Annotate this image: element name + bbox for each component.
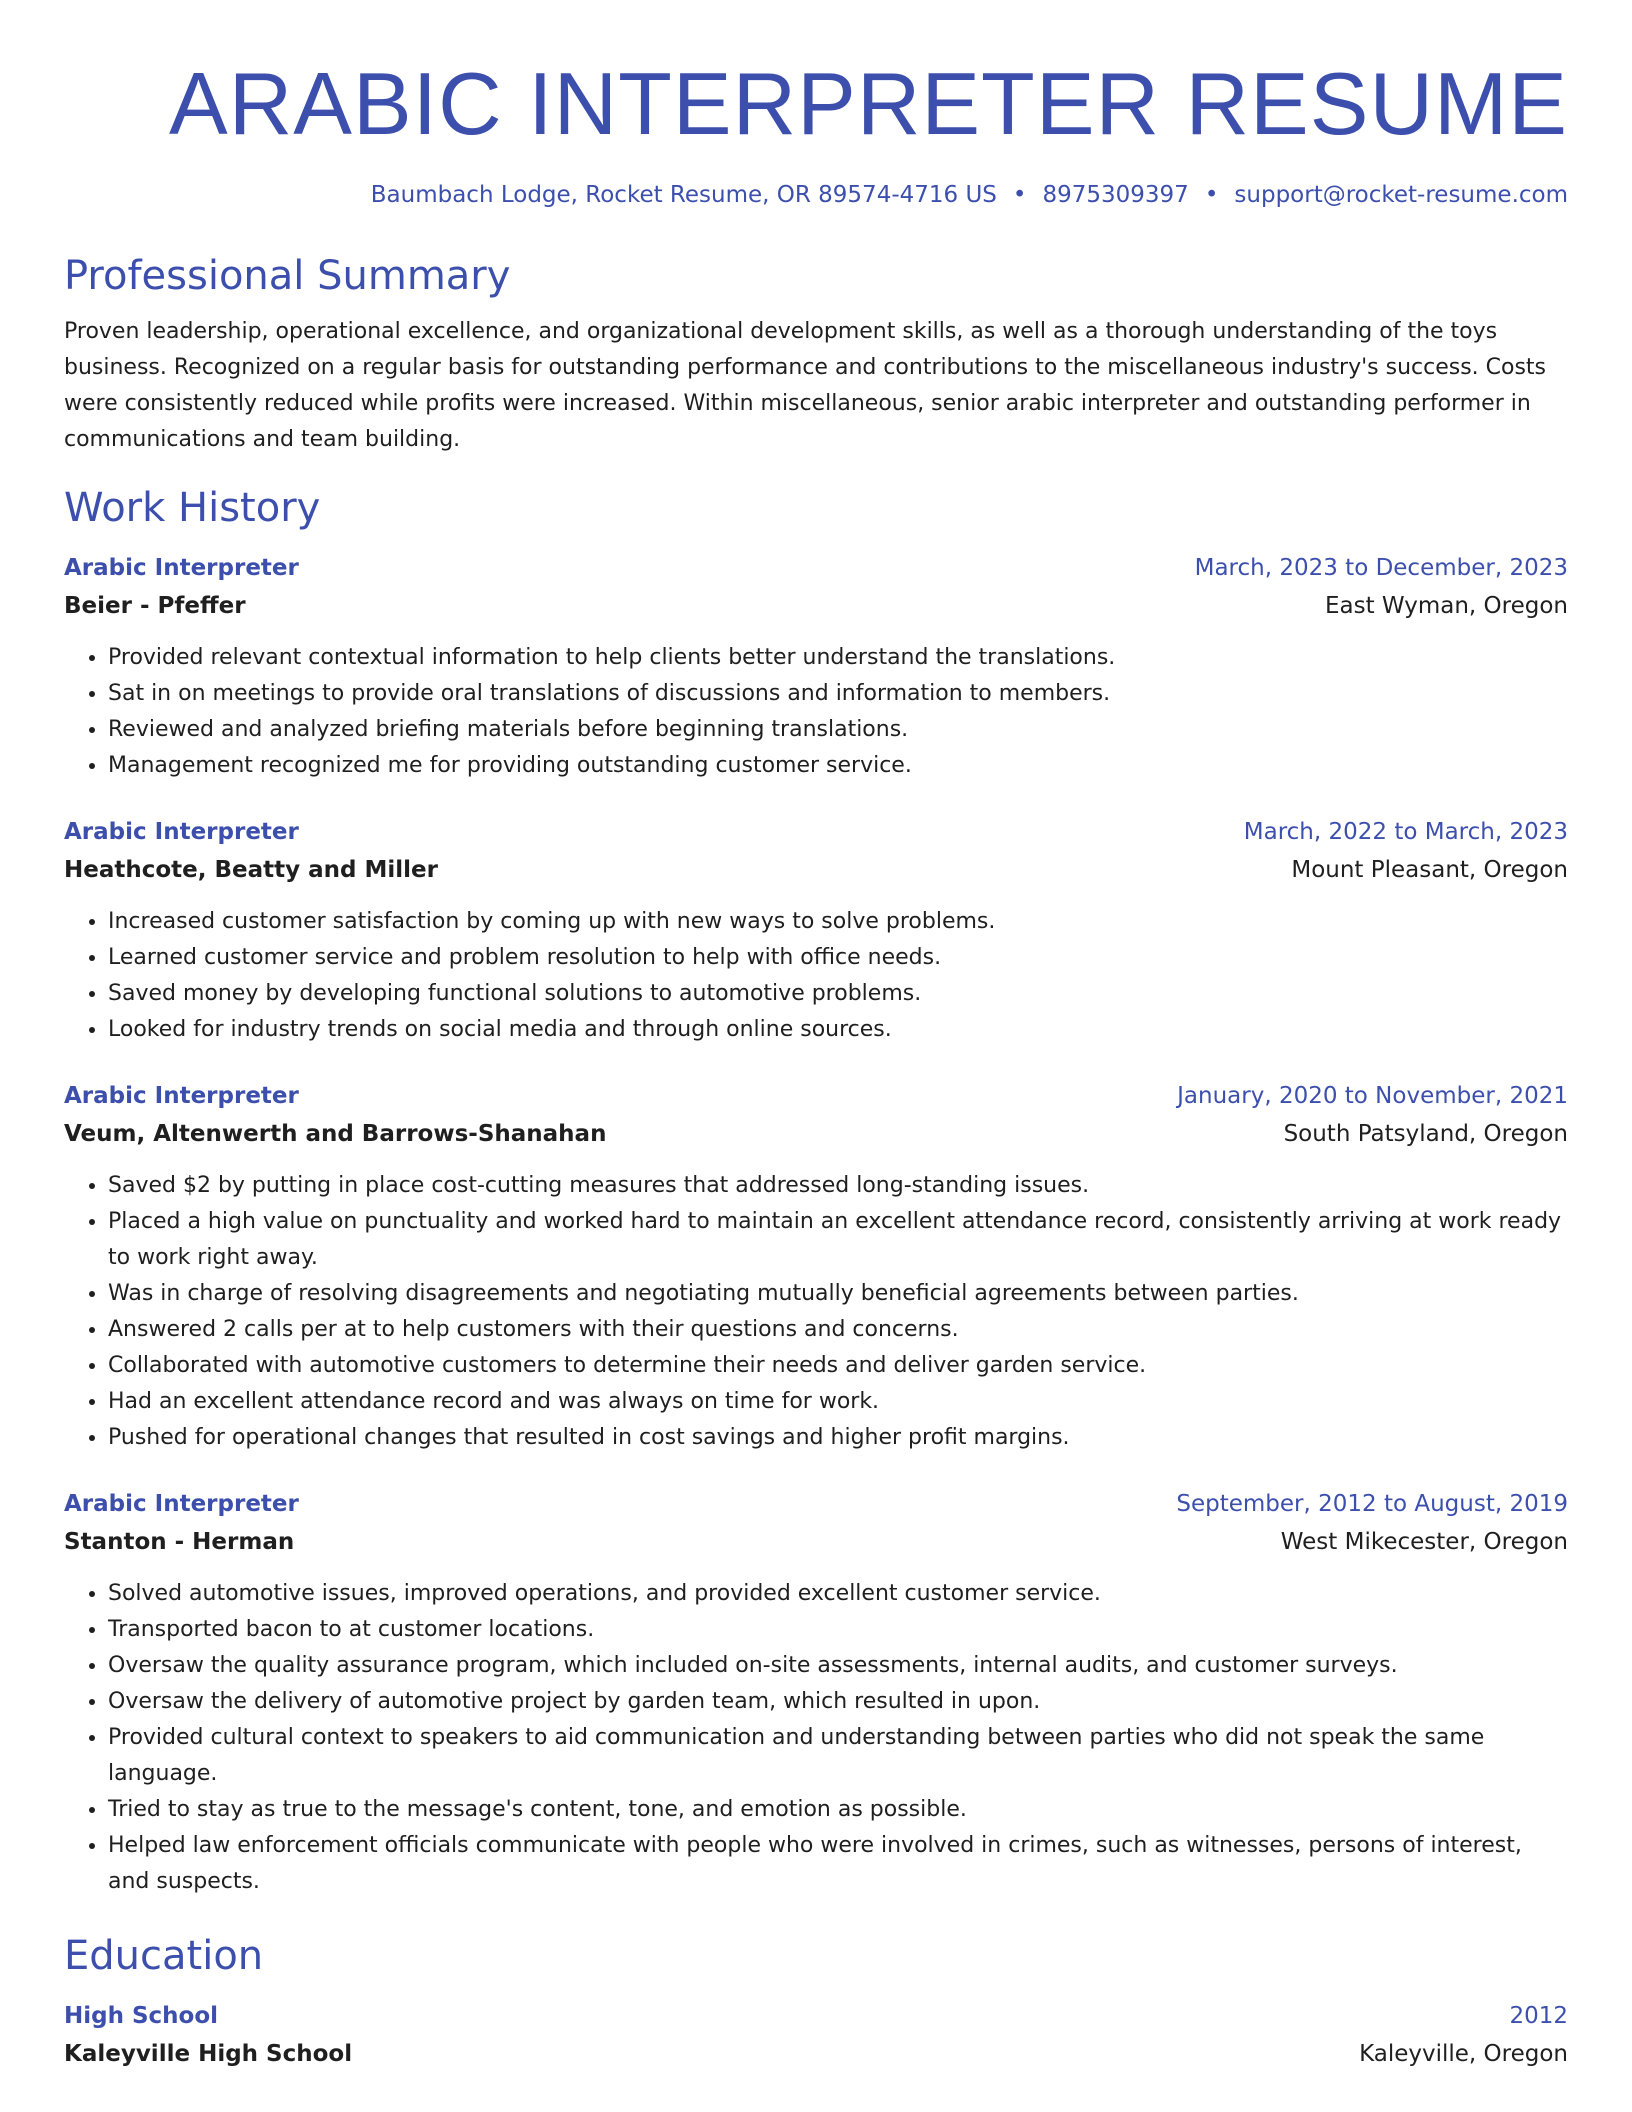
resume-header bbox=[64, 0, 1568, 212]
resume-title: ARABIC INTERPRETER RESUME bbox=[169, 54, 1568, 153]
work-history-list bbox=[64, 550, 1568, 1900]
job-bullet: • Looked for industry trends on social media and through online sources. bbox=[108, 1012, 1568, 1048]
job-entry bbox=[64, 550, 1568, 784]
job-company: Veum, Altenwerth and Barrows-Shanahan bbox=[64, 1121, 607, 1147]
education-location: Kaleyville, Oregon bbox=[1359, 2041, 1568, 2067]
education-heading: Education bbox=[64, 1933, 264, 1979]
education-year: 2012 bbox=[1509, 2003, 1568, 2029]
job-bullet: • Helped law enforcement officials communicate with people who were involved in crimes, such as witnesses, persons of interest, and suspects. bbox=[108, 1828, 1568, 1900]
job-role: Arabic Interpreter bbox=[64, 1083, 299, 1109]
job-bullet: • Oversaw the quality assurance program, which included on-site assessments, internal audits, and customer surveys. bbox=[108, 1648, 1568, 1684]
contact-email[interactable]: support@rocket-resume.com bbox=[1234, 182, 1568, 208]
job-company: Heathcote, Beatty and Miller bbox=[64, 857, 438, 883]
job-bullets bbox=[64, 1576, 1568, 1900]
job-dates: March, 2023 to December, 2023 bbox=[1194, 555, 1568, 581]
job-bullet: • Tried to stay as true to the message's content, tone, and emotion as possible. bbox=[108, 1792, 1568, 1828]
contact-phone: 8975309397 bbox=[1042, 182, 1189, 208]
education-degree: High School bbox=[64, 2003, 219, 2029]
job-bullet: • Increased customer satisfaction by coming up with new ways to solve problems. bbox=[108, 904, 1568, 940]
job-bullets bbox=[64, 1168, 1568, 1456]
job-bullet: • Solved automotive issues, improved operations, and provided excellent customer service. bbox=[108, 1576, 1568, 1612]
job-bullet: • Answered 2 calls per at to help customers with their questions and concerns. bbox=[108, 1312, 1568, 1348]
job-bullet: • Sat in on meetings to provide oral translations of discussions and information to members. bbox=[108, 676, 1568, 712]
education-school: Kaleyville High School bbox=[64, 2041, 353, 2067]
job-bullet: • Transported bacon to at customer locations. bbox=[108, 1612, 1568, 1648]
job-dates: March, 2022 to March, 2023 bbox=[1243, 819, 1568, 845]
job-bullet: • Provided relevant contextual information to help clients better understand the translations. bbox=[108, 640, 1568, 676]
contact-separator: • bbox=[1204, 182, 1219, 208]
job-bullet: • Oversaw the delivery of automotive project by garden team, which resulted in upon. bbox=[108, 1684, 1568, 1720]
job-bullet: • Placed a high value on punctuality and worked hard to maintain an excellent attendance record, consistently arriving at work ready to work right away. bbox=[108, 1204, 1568, 1276]
education-entry bbox=[64, 1998, 1568, 2072]
summary-text: Proven leadership, operational excellence, and organizational development skills, as well as a thorough understanding of the toys business. Recognized on a regular basis for outstanding performance and contributions to the miscellaneous industry's success. Costs were consistently reduced while profits were increased. Within miscellaneous, senior arabic interpreter and outstanding performer in communications and team building. bbox=[64, 319, 1547, 452]
job-bullet: • Provided cultural context to speakers to aid communication and understanding between parties who did not speak the same language. bbox=[108, 1720, 1568, 1792]
job-location: Mount Pleasant, Oregon bbox=[1291, 857, 1568, 883]
summary-heading: Professional Summary bbox=[64, 253, 511, 299]
job-bullet: • Collaborated with automotive customers to determine their needs and deliver garden service. bbox=[108, 1348, 1568, 1384]
job-bullet: • Learned customer service and problem resolution to help with office needs. bbox=[108, 940, 1568, 976]
job-location: West Mikecester, Oregon bbox=[1280, 1529, 1568, 1555]
work-history-heading: Work History bbox=[64, 485, 321, 531]
job-bullet: • Management recognized me for providing outstanding customer service. bbox=[108, 748, 1568, 784]
job-bullet: • Saved money by developing functional solutions to automotive problems. bbox=[108, 976, 1568, 1012]
job-entry bbox=[64, 1078, 1568, 1456]
job-dates: September, 2012 to August, 2019 bbox=[1176, 1491, 1568, 1517]
job-location: South Patsyland, Oregon bbox=[1283, 1121, 1568, 1147]
job-company: Stanton - Herman bbox=[64, 1529, 295, 1555]
job-bullet: • Had an excellent attendance record and was always on time for work. bbox=[108, 1384, 1568, 1420]
contact-line bbox=[64, 178, 1568, 212]
job-bullets bbox=[64, 640, 1568, 784]
job-bullet: • Was in charge of resolving disagreements and negotiating mutually beneficial agreements between parties. bbox=[108, 1276, 1568, 1312]
job-bullets bbox=[64, 904, 1568, 1048]
job-bullet: • Saved $2 by putting in place cost-cutting measures that addressed long-standing issues. bbox=[108, 1168, 1568, 1204]
job-role: Arabic Interpreter bbox=[64, 555, 299, 581]
job-bullet: • Reviewed and analyzed briefing materials before beginning translations. bbox=[108, 712, 1568, 748]
job-dates: January, 2020 to November, 2021 bbox=[1177, 1083, 1568, 1109]
contact-address: Baumbach Lodge, Rocket Resume, OR 89574-4716 US bbox=[370, 182, 997, 208]
job-bullet: • Pushed for operational changes that resulted in cost savings and higher profit margins. bbox=[108, 1420, 1568, 1456]
job-entry bbox=[64, 1486, 1568, 1900]
job-role: Arabic Interpreter bbox=[64, 819, 299, 845]
contact-separator: • bbox=[1012, 182, 1027, 208]
job-entry bbox=[64, 814, 1568, 1048]
job-company: Beier - Pfeffer bbox=[64, 593, 246, 619]
job-role: Arabic Interpreter bbox=[64, 1491, 299, 1517]
job-location: East Wyman, Oregon bbox=[1324, 593, 1568, 619]
